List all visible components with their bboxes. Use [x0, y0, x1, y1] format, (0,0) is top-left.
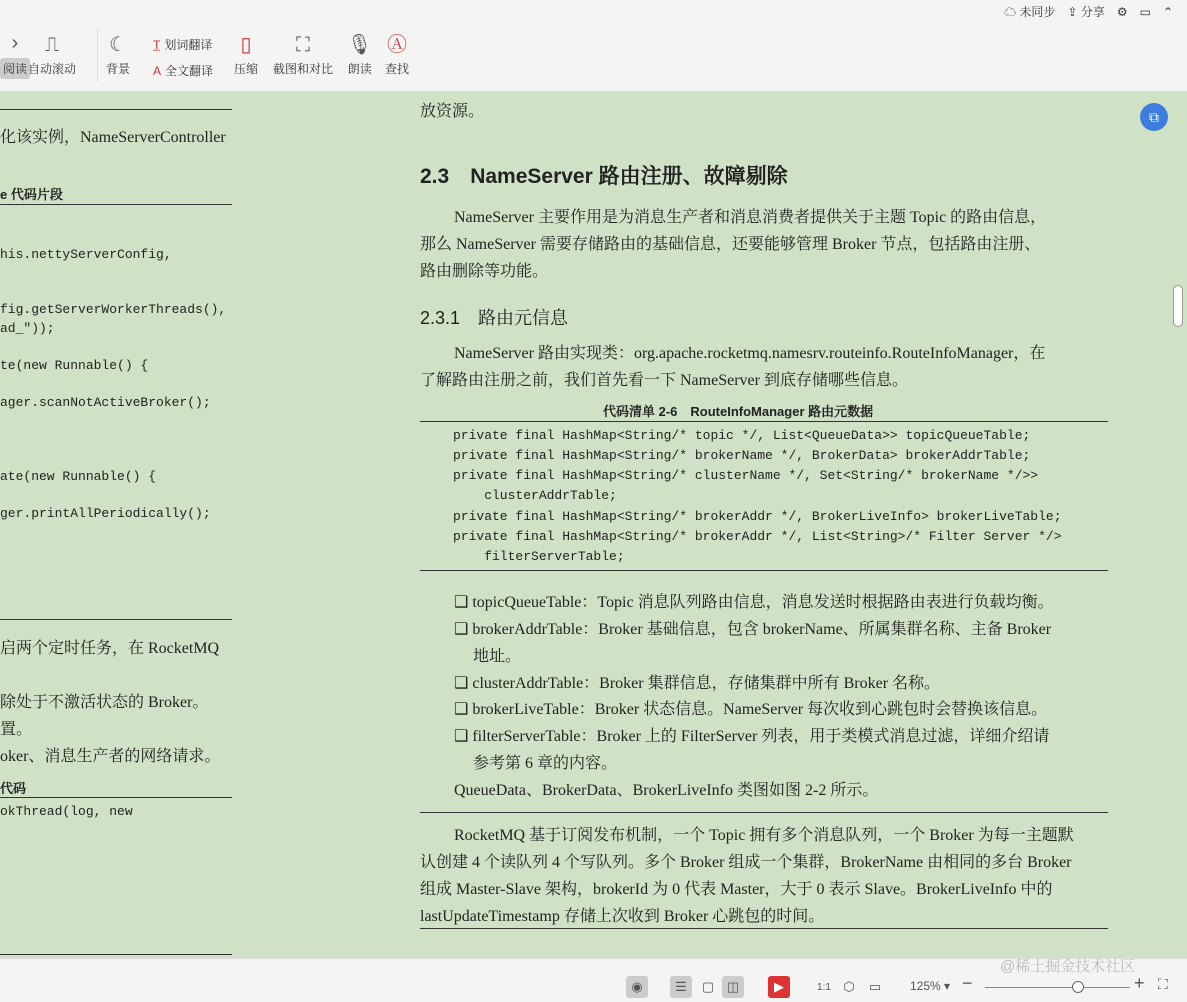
full-translate-label: 全文翻译 [165, 64, 214, 78]
bullet-item: ❑ topicQueueTable：Topic 消息队列路由信息，消息发送时根据路由表进行负载均衡。 [454, 594, 1054, 611]
bullet-item: ❑ brokerAddrTable：Broker 基础信息，包含 brokerName、所属集群名称、主备 Broker [454, 621, 1052, 638]
compress-icon: ▯ [240, 34, 252, 56]
code-line: fig.getServerWorkerThreads(), [0, 302, 227, 317]
auto-scroll-button[interactable] [28, 34, 76, 77]
compress-button[interactable] [234, 34, 258, 77]
compress-label: 压缩 [234, 62, 259, 76]
eye-protection-icon[interactable]: ◉ [626, 976, 648, 998]
toolbar [0, 0, 1187, 92]
sync-label: 未同步 [1019, 5, 1056, 19]
code-line: filterServerTable; [453, 549, 625, 564]
note-line: 组成 Master-Slave 架构，brokerId 为 0 代表 Master，大于 0 表示 Slave。BrokerLiveInfo 中的 [420, 881, 1053, 898]
fit-width-icon[interactable]: ▭ [868, 979, 882, 994]
code-line: ate(new Runnable() { [0, 469, 157, 484]
background-label: 背景 [106, 62, 131, 76]
read-mode-button[interactable]: 阅读 [0, 58, 30, 79]
text-line: 除处于不激活状态的 Broker。 [0, 694, 209, 711]
code-caption: 代码 [0, 781, 27, 796]
code-caption: 代码清单 2-6 RouteInfoManager 路由元数据 [603, 404, 874, 419]
watermark: @稀土掘金技术社区 [1000, 958, 1136, 975]
code-line: okThread(log, new [0, 804, 133, 819]
background-button[interactable] [106, 34, 130, 77]
paragraph-line: NameServer 主要作用是为消息生产者和消息消费者提供关于主题 Topic 的路由信息， [454, 209, 1047, 226]
note-line: 认创建 4 个读队列 4 个写队列。多个 Broker 组成一个集群，BrokerName 由相同的多台 Broker [420, 854, 1072, 871]
word-translate-label: 划词翻译 [164, 38, 213, 52]
double-page-icon[interactable]: ◫ [722, 976, 744, 998]
sync-status[interactable]: ☁ 未同步 [1004, 5, 1056, 19]
code-line: private final HashMap<String/* brokerAddr */, List<String>/* Filter Server */> [453, 529, 1062, 544]
note-line: lastUpdateTimestamp 存储上次收到 Broker 心跳包的时间。 [420, 908, 825, 925]
bullet-item: ❑ brokerLiveTable：Broker 状态信息。NameServer 每次收到心跳包时会替换该信息。 [454, 701, 1048, 718]
auto-scroll-label: 自动滚动 [28, 62, 77, 76]
find-label: 查找 [385, 62, 410, 76]
paragraph-line: 路由删除等功能。 [420, 263, 549, 280]
paragraph-line: 那么 NameServer 需要存储路由的基础信息，还要能够管理 Broker 节点，包括路由注册、 [420, 236, 1041, 253]
code-line: clusterAddrTable; [453, 488, 617, 503]
find-button[interactable] [385, 34, 409, 77]
subsection-heading: 2.3.1 路由元信息 [420, 308, 569, 328]
code-line: ger.printAllPeriodically(); [0, 506, 211, 521]
left-page [0, 92, 240, 958]
code-line: private final HashMap<String/* clusterName */, Set<String/* brokerName */>> [453, 468, 1039, 483]
text-line: oker、消息生产者的网络请求。 [0, 748, 221, 765]
paragraph-line: 了解路由注册之前，我们首先看一下 NameServer 到底存储哪些信息。 [420, 372, 908, 389]
fullscreen-icon[interactable]: ⛶ [1158, 976, 1168, 992]
read-aloud-button[interactable] [347, 34, 372, 77]
actual-size-icon[interactable]: 1:1 [817, 981, 831, 993]
text-line: 置。 [0, 721, 33, 738]
section-heading: 2.3 NameServer 路由注册、故障剔除 [420, 165, 788, 188]
collapse-icon[interactable]: ⌃ [1162, 4, 1173, 19]
code-line: ager.scanNotActiveBroker(); [0, 395, 211, 410]
paragraph-line: QueueData、BrokerData、BrokerLiveInfo 类图如图 2-2 所示。 [454, 782, 879, 799]
zoom-slider[interactable] [985, 987, 1130, 988]
zoom-value: 125% [910, 979, 941, 993]
message-icon[interactable]: ▭ [1139, 4, 1151, 19]
auto-scroll-icon: ⎍ [45, 34, 59, 56]
continuous-page-icon[interactable]: ☰ [670, 976, 692, 998]
code-line: private final HashMap<String/* topic */, List<QueueData>> topicQueueTable; [453, 428, 1031, 443]
zoom-slider-handle[interactable] [1072, 981, 1084, 993]
right-page [410, 92, 1110, 958]
share-button[interactable]: ⇪ 分享 [1067, 5, 1105, 19]
search-icon: Ⓐ [387, 34, 407, 56]
code-caption: e 代码片段 [0, 187, 63, 202]
word-translate-icon: T̲ [153, 37, 161, 52]
full-translate-button[interactable] [153, 62, 213, 79]
status-bar [0, 958, 1187, 1002]
bullet-item: 地址。 [473, 648, 522, 665]
bullet-item: ❑ clusterAddrTable：Broker 集群信息，存储集群中所有 Broker 名称。 [454, 675, 941, 692]
play-icon[interactable]: ▶ [768, 976, 790, 998]
bullet-item: 参考第 6 章的内容。 [473, 755, 618, 772]
single-page-icon[interactable]: ▢ [701, 979, 715, 994]
text-line: 放资源。 [420, 103, 485, 120]
text-line: 化该实例，NameServerController [0, 129, 226, 146]
settings-icon[interactable]: ⚙ [1116, 4, 1128, 19]
zoom-in-button[interactable]: + [1134, 973, 1145, 993]
code-line: te(new Runnable() { [0, 358, 149, 373]
paragraph-line: NameServer 路由实现类：org.apache.rocketmq.namesrv.routeinfo.RouteInfoManager，在 [454, 345, 1046, 362]
screenshot-label: 截图和对比 [273, 62, 334, 76]
code-line: private final HashMap<String/* brokerName */, BrokerData> brokerAddrTable; [453, 448, 1031, 463]
chevron-right-icon[interactable]: › [11, 32, 19, 54]
code-line: private final HashMap<String/* brokerAddr */, BrokerLiveInfo> brokerLiveTable; [453, 509, 1062, 524]
vertical-scrollbar-thumb[interactable] [1173, 285, 1183, 327]
text-line: 启两个定时任务，在 RocketMQ [0, 640, 220, 657]
note-line: RocketMQ 基于订阅发布机制，一个 Topic 拥有多个消息队列，一个 Broker 为每一主题默 [454, 827, 1074, 844]
screenshot-icon: ⛶ [296, 34, 310, 56]
screenshot-button[interactable] [273, 34, 333, 77]
microphone-icon: 🎙 [347, 34, 373, 56]
bullet-item: ❑ filterServerTable：Broker 上的 FilterServer 列表，用于类模式消息过滤，详细介绍请 [454, 728, 1050, 745]
divider [97, 28, 98, 82]
share-label: 分享 [1080, 5, 1105, 19]
code-line: ad_")); [0, 321, 55, 336]
word-translate-button[interactable] [153, 36, 212, 53]
code-line: his.nettyServerConfig, [0, 247, 172, 262]
zoom-select[interactable]: 125% ▾ [910, 979, 951, 993]
zoom-out-button[interactable]: − [962, 973, 973, 993]
fit-page-icon[interactable]: ⬡ [843, 979, 855, 994]
read-aloud-label: 朗读 [347, 62, 372, 76]
moon-icon: ☾ [109, 34, 127, 56]
floating-assistant-button[interactable]: ⧉ [1140, 103, 1168, 131]
full-translate-icon: A [153, 63, 162, 78]
